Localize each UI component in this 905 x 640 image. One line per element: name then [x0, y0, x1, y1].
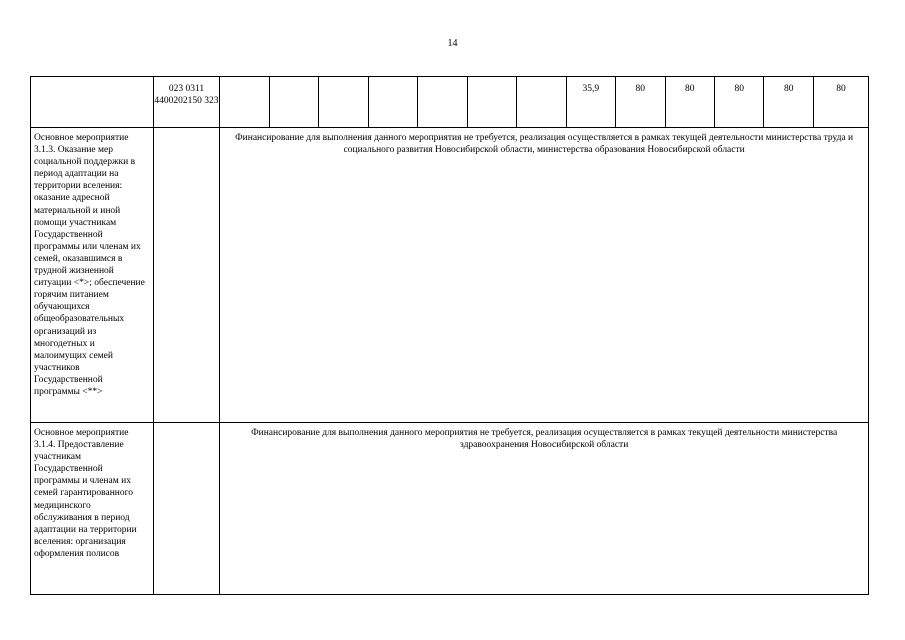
value-cell — [269, 77, 318, 128]
financing-table — [30, 76, 869, 595]
activity-name-cell: Основное мероприятие 3.1.4. Предоставление участникам Государственной программы и членам их семей гарантированного медицинского обслуживания в период адаптации на территории вселения: организация оформления полисов — [31, 423, 154, 595]
value-cell: 35,9 — [566, 77, 615, 128]
value-cell — [467, 77, 516, 128]
value-cell — [368, 77, 417, 128]
table-row-budget-values — [31, 77, 869, 128]
value-cell: 80 — [813, 77, 868, 128]
table-row-activity-3-1-4 — [31, 423, 869, 595]
activity-name-cell — [31, 77, 154, 128]
value-cell: 80 — [616, 77, 665, 128]
value-cell — [319, 77, 368, 128]
activity-name-cell: Основное мероприятие 3.1.3. Оказание мер социальной поддержки в период адаптации на территории вселения: оказание адресной материальной и иной помощи участникам Государственной программы или членам их семей, оказавшимся в трудной жизненной ситуации <*>; обеспечение горячим питанием обучающихся общеобразовательных организаций из многодетных и малоимущих семей участников Государственной программы <**> — [31, 128, 154, 423]
table-row-activity-3-1-3 — [31, 128, 869, 423]
value-cell — [418, 77, 467, 128]
value-cell: 80 — [764, 77, 813, 128]
value-cell: 80 — [665, 77, 714, 128]
budget-code-cell — [153, 423, 220, 595]
financing-note-cell: Финансирование для выполнения данного мероприятия не требуется, реализация осуществляется в рамках текущей деятельности министерства труда и социального развития Новосибирской области, министерства образования Новосибирской области — [220, 128, 869, 423]
budget-code-cell: 023 0311 4400202150 323 — [153, 77, 220, 128]
value-cell: 80 — [715, 77, 764, 128]
financing-note-cell: Финансирование для выполнения данного мероприятия не требуется, реализация осуществляется в рамках текущей деятельности министерства здравоохранения Новосибирской области — [220, 423, 869, 595]
value-cell — [220, 77, 269, 128]
page-number: 14 — [447, 38, 458, 49]
value-cell — [517, 77, 566, 128]
budget-code-cell — [153, 128, 220, 423]
